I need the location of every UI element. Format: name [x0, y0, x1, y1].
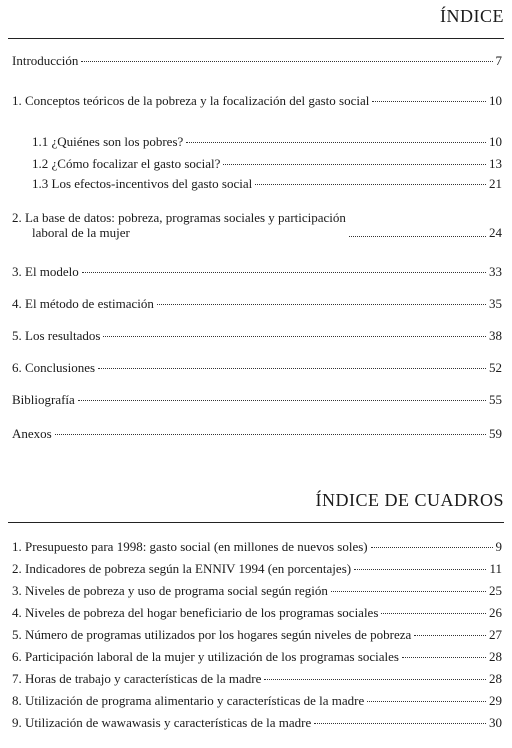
toc-entry-label: 1. Conceptos teóricos de la pobreza y la focalización del gasto social — [12, 93, 370, 108]
table-entry-page: 28 — [489, 649, 502, 664]
dot-leader — [157, 303, 486, 305]
dot-leader — [223, 163, 486, 165]
table-entry-page: 26 — [489, 605, 502, 620]
toc-entry-label: 6. Conclusiones — [12, 360, 96, 375]
table-entry-2[interactable] — [12, 561, 502, 576]
dot-leader — [349, 235, 486, 237]
dot-leader — [414, 634, 486, 636]
toc-entry-label: 1.3 Los efectos-incentivos del gasto social — [32, 176, 253, 191]
table-entry-page: 25 — [489, 583, 502, 598]
table-entry-page: 11 — [489, 561, 502, 576]
dot-leader — [314, 722, 486, 724]
toc-entry-label: 1.1 ¿Quiénes son los pobres? — [32, 134, 184, 149]
toc-entry-chapter-6[interactable] — [12, 360, 502, 375]
table-entry-page: 30 — [489, 715, 502, 730]
dot-leader — [255, 183, 486, 185]
table-entry-label: 8. Utilización de programa alimentario y características de la madre — [12, 693, 365, 708]
toc-entry-page: 59 — [489, 426, 502, 441]
toc-entry-label-line-1: 2. La base de datos: pobreza, programas sociales y participación — [12, 210, 346, 225]
dot-leader — [372, 100, 486, 102]
toc-entry-page: 21 — [489, 176, 502, 191]
toc-rule — [8, 38, 504, 39]
toc-entry-chapter-1[interactable] — [12, 93, 502, 108]
dot-leader — [98, 367, 486, 369]
toc-entry-page: 52 — [489, 360, 502, 375]
toc-entry-label: 4. El método de estimación — [12, 296, 154, 311]
toc-entry-page: 55 — [489, 392, 502, 407]
dot-leader — [103, 335, 486, 337]
toc-entry-section-1-3[interactable] — [32, 176, 502, 191]
toc-entry-page: 35 — [489, 296, 502, 311]
table-entry-label: 6. Participación laboral de la mujer y utilización de los programas sociales — [12, 649, 399, 664]
toc-entry-label — [12, 210, 346, 240]
dot-leader — [354, 568, 486, 570]
toc-entry-chapter-5[interactable] — [12, 328, 502, 343]
toc-entry-introduccion[interactable] — [12, 53, 502, 68]
table-entry-label: 2. Indicadores de pobreza según la ENNIV 1994 (en porcentajes) — [12, 561, 352, 576]
dot-leader — [402, 656, 486, 658]
toc-entry-chapter-2[interactable] — [12, 210, 502, 240]
toc-entry-chapter-4[interactable] — [12, 296, 502, 311]
table-entry-7[interactable] — [12, 671, 502, 686]
dot-leader — [55, 433, 486, 435]
tables-index-title: ÍNDICE DE CUADROS — [315, 490, 504, 510]
dot-leader — [186, 141, 486, 143]
table-entry-label: 1. Presupuesto para 1998: gasto social (en millones de nuevos soles) — [12, 539, 368, 554]
toc-entry-label: Bibliografía — [12, 392, 75, 407]
toc-entry-label: 5. Los resultados — [12, 328, 101, 343]
dot-leader — [81, 60, 492, 62]
table-entry-label: 5. Número de programas utilizados por los hogares según niveles de pobreza — [12, 627, 412, 642]
dot-leader — [381, 612, 486, 614]
table-entry-9[interactable] — [12, 715, 502, 730]
table-entry-5[interactable] — [12, 627, 502, 642]
table-entry-4[interactable] — [12, 605, 502, 620]
table-entry-6[interactable] — [12, 649, 502, 664]
table-entry-8[interactable] — [12, 693, 502, 708]
toc-entry-page: 10 — [489, 93, 502, 108]
dot-leader — [367, 700, 486, 702]
dot-leader — [82, 271, 486, 273]
toc-entry-label: Introducción — [12, 53, 79, 68]
toc-entry-page: 10 — [489, 134, 502, 149]
toc-entry-page: 24 — [489, 225, 502, 240]
toc-entry-label: Anexos — [12, 426, 52, 441]
dot-leader — [371, 546, 493, 548]
toc-entry-label: 3. El modelo — [12, 264, 79, 279]
tables-index-rule — [8, 522, 504, 523]
dot-leader — [331, 590, 486, 592]
table-entry-1[interactable] — [12, 539, 502, 554]
table-entry-page: 29 — [489, 693, 502, 708]
toc-entry-chapter-3[interactable] — [12, 264, 502, 279]
dot-leader — [264, 678, 486, 680]
toc-title: ÍNDICE — [440, 6, 504, 26]
toc-entry-section-1-2[interactable] — [32, 156, 502, 171]
toc-entry-label: 1.2 ¿Cómo focalizar el gasto social? — [32, 156, 221, 171]
table-entry-label: 7. Horas de trabajo y características de la madre — [12, 671, 262, 686]
toc-entry-page: 13 — [489, 156, 502, 171]
table-entry-page: 27 — [489, 627, 502, 642]
table-entry-label: 4. Niveles de pobreza del hogar beneficiario de los programas sociales — [12, 605, 379, 620]
toc-entry-bibliografia[interactable] — [12, 392, 502, 407]
toc-entry-page: 7 — [495, 53, 502, 68]
toc-entry-anexos[interactable] — [12, 426, 502, 441]
toc-entry-page: 38 — [489, 328, 502, 343]
toc-entry-label-line-2: laboral de la mujer — [32, 225, 130, 240]
table-entry-label: 9. Utilización de wawawasis y características de la madre — [12, 715, 312, 730]
table-entry-page: 9 — [495, 539, 502, 554]
toc-entry-page: 33 — [489, 264, 502, 279]
table-entry-page: 28 — [489, 671, 502, 686]
toc-entry-section-1-1[interactable] — [32, 134, 502, 149]
table-entry-label: 3. Niveles de pobreza y uso de programa social según región — [12, 583, 328, 598]
dot-leader — [78, 399, 486, 401]
table-entry-3[interactable] — [12, 583, 502, 598]
